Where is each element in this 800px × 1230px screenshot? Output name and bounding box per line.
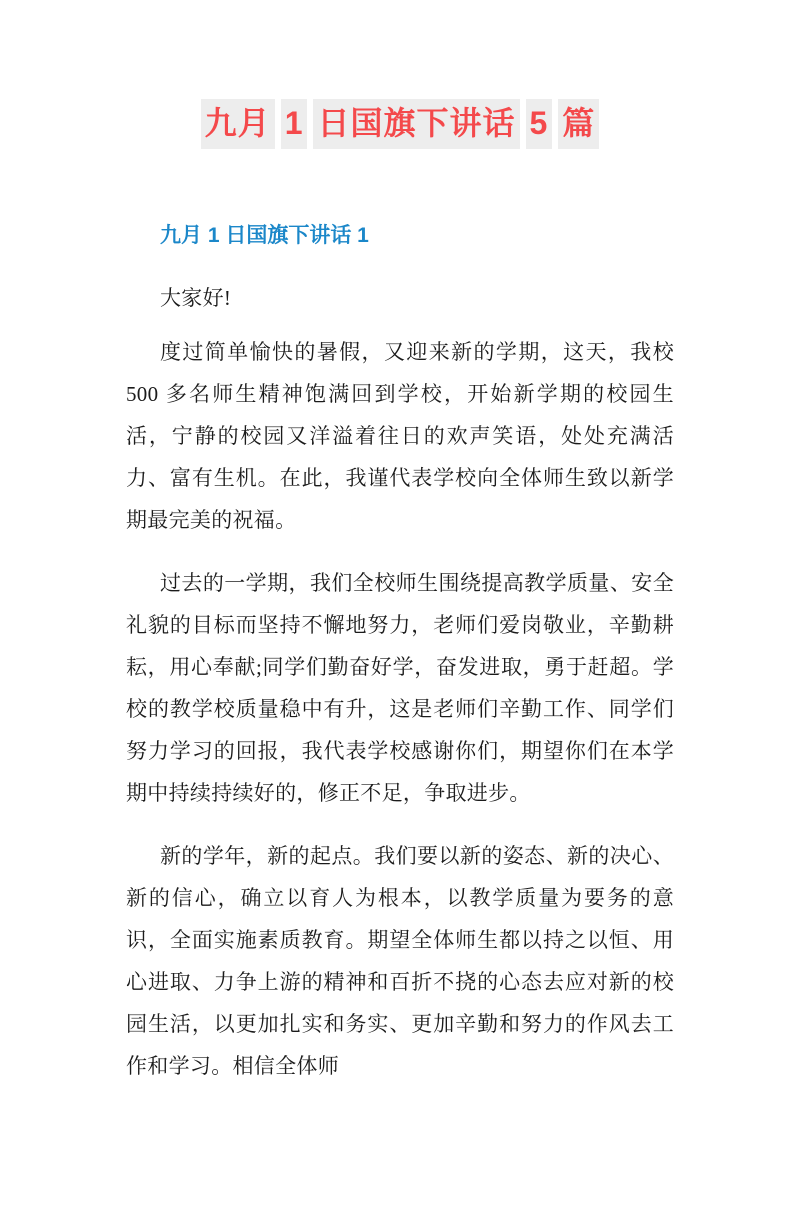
- paragraph-greeting: 大家好!: [160, 286, 232, 310]
- title-segment-1: 九月: [201, 99, 275, 149]
- title-segment-5: 篇: [558, 99, 599, 149]
- title-segment-3: 日国旗下讲话: [313, 99, 519, 149]
- document-title: [0, 98, 800, 148]
- title-segment-4: 5: [526, 99, 553, 149]
- paragraph-1: 度过简单愉快的暑假，又迎来新的学期，这天，我校 500 多名师生精神饱满回到学校，开始新学期的校园生活，宁静的校园又洋溢着往日的欢声笑语，处处充满活力、富有生机。在此，我谨代表学校向全体师生致以新学期最完美的祝福。: [126, 340, 674, 532]
- document-body: [126, 222, 674, 1087]
- section-heading: 九月 1 日国旗下讲话 1: [160, 224, 369, 247]
- paragraph-2: 过去的一学期，我们全校师生围绕提高教学质量、安全礼貌的目标而坚持不懈地努力，老师们爱岗敬业，辛勤耕耘，用心奉献;同学们勤奋好学，奋发进取，勇于赶超。学校的教学校质量稳中有升，这是老师们辛勤工作、同学们努力学习的回报，我代表学校感谢你们，期望你们在本学期中持续持续好的，修正不足，争取进步。: [126, 571, 674, 805]
- document-page: [0, 98, 800, 1230]
- paragraph-3: 新的学年，新的起点。我们要以新的姿态、新的决心、新的信心，确立以育人为根本，以教学质量为要务的意识，全面实施素质教育。期望全体师生都以持之以恒、用心进取、力争上游的精神和百折不挠的心态去应对新的校园生活，以更加扎实和务实、更加辛勤和努力的作风去工作和学习。相信全体师: [126, 844, 674, 1078]
- title-segment-2: 1: [281, 99, 308, 149]
